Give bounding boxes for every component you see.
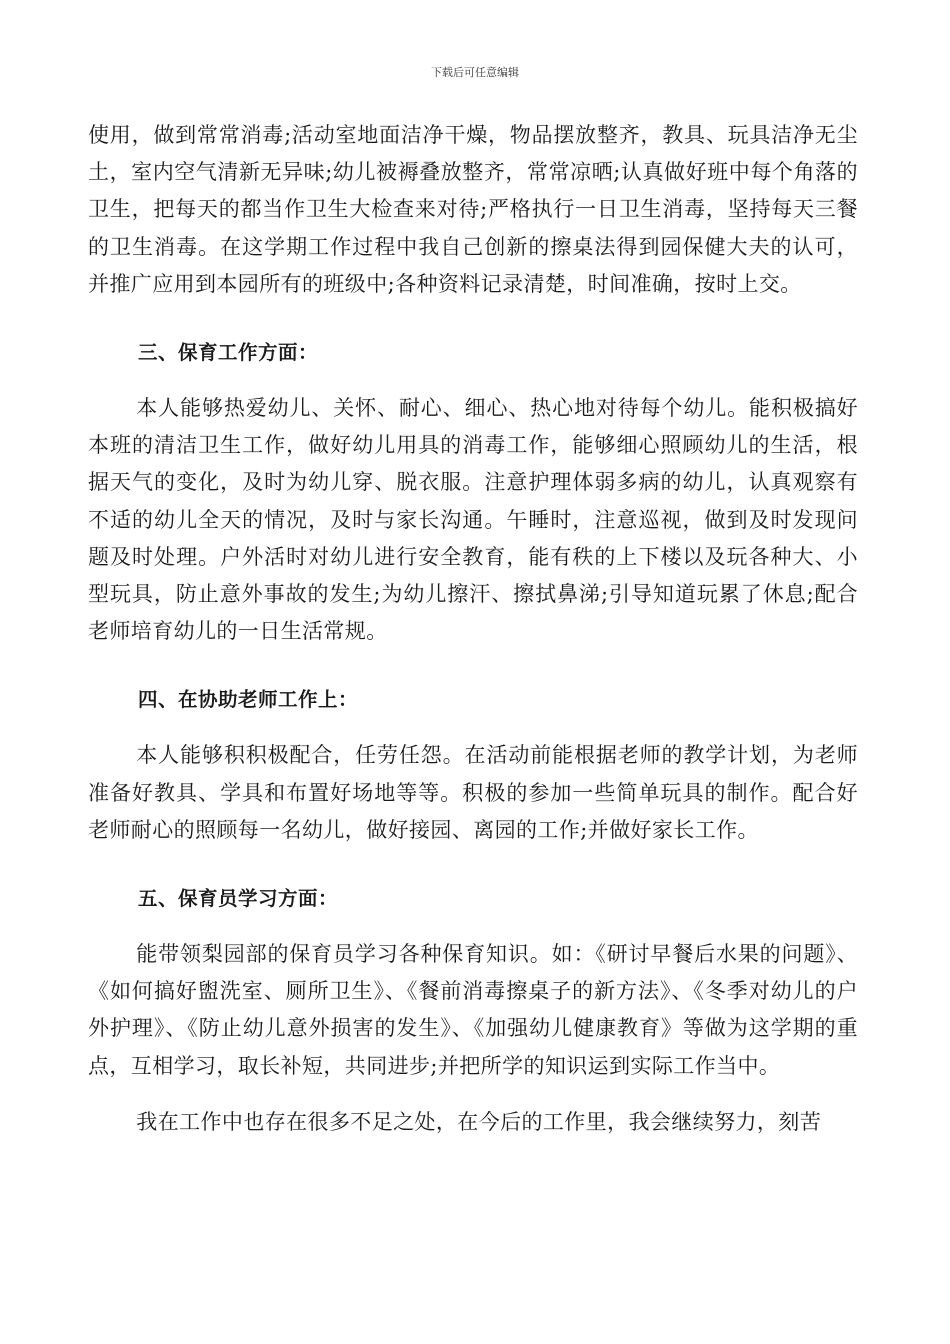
heading-assist-teacher: 四、在协助老师工作上： <box>138 688 359 712</box>
paragraph-staff-learning: 能带领梨园部的保育员学习各种保育知识。如：《研讨早餐后水果的问题》、《如何搞好盥洗室、厕所卫生》、《餐前消毒擦桌子的新方法》、《冬季对幼儿的户外护理》、《防止幼儿意外损害的发生》、《加强幼儿健康教育》等做为这学期的重点，互相学习，取长补短，共同进步;并把所学的知识运到实际工作当中。 <box>88 942 858 1078</box>
paragraph-shortcomings: 我在工作中也存在很多不足之处，在今后的工作里，我会继续努力，刻苦 <box>136 1109 822 1134</box>
paragraph-childcare-work: 本人能够热爱幼儿、关怀、耐心、细心、热心地对待每个幼儿。能积极搞好本班的清洁卫生工作，做好幼儿用具的消毒工作，能够细心照顾幼儿的生活，根据天气的变化，及时为幼儿穿、脱衣服。注意护理体弱多病的幼儿，认真观察有不适的幼儿全天的情况，及时与家长沟通。午睡时，注意巡视，做到及时发现问题及时处理。户外活时对幼儿进行安全教育，能有秩的上下楼以及玩各种大、小型玩具，防止意外事故的发生;为幼儿擦汗、擦拭鼻涕;引导知道玩累了休息;配合老师培育幼儿的一日生活常规。 <box>88 396 858 644</box>
document-body <box>88 117 858 1141</box>
page-header: 下载后可任意编辑 <box>431 66 519 79</box>
paragraph-assist-teacher: 本人能够积积极配合，任劳任怨。在活动前能根据老师的教学计划，为老师准备好教具、学具和布置好场地等等。积极的参加一些简单玩具的制作。配合好老师耐心的照顾每一名幼儿，做好接园、离园的工作;并做好家长工作。 <box>88 743 858 842</box>
heading-staff-learning: 五、保育员学习方面： <box>138 887 339 911</box>
heading-childcare-work: 三、保育工作方面： <box>138 341 319 365</box>
paragraph-hygiene-continued: 使用，做到常常消毒;活动室地面洁净干燥，物品摆放整齐，教具、玩具洁净无尘土，室内空气清新无异味;幼儿被褥叠放整齐，常常凉晒;认真做好班中每个角落的卫生，把每天的都当作卫生大检查来对待;严格执行一日卫生消毒，坚持每天三餐的卫生消毒。在这学期工作过程中我自己创新的擦桌法得到园保健大夫的认可，并推广应用到本园所有的班级中;各种资料记录清楚，时间准确，按时上交。 <box>88 123 858 296</box>
